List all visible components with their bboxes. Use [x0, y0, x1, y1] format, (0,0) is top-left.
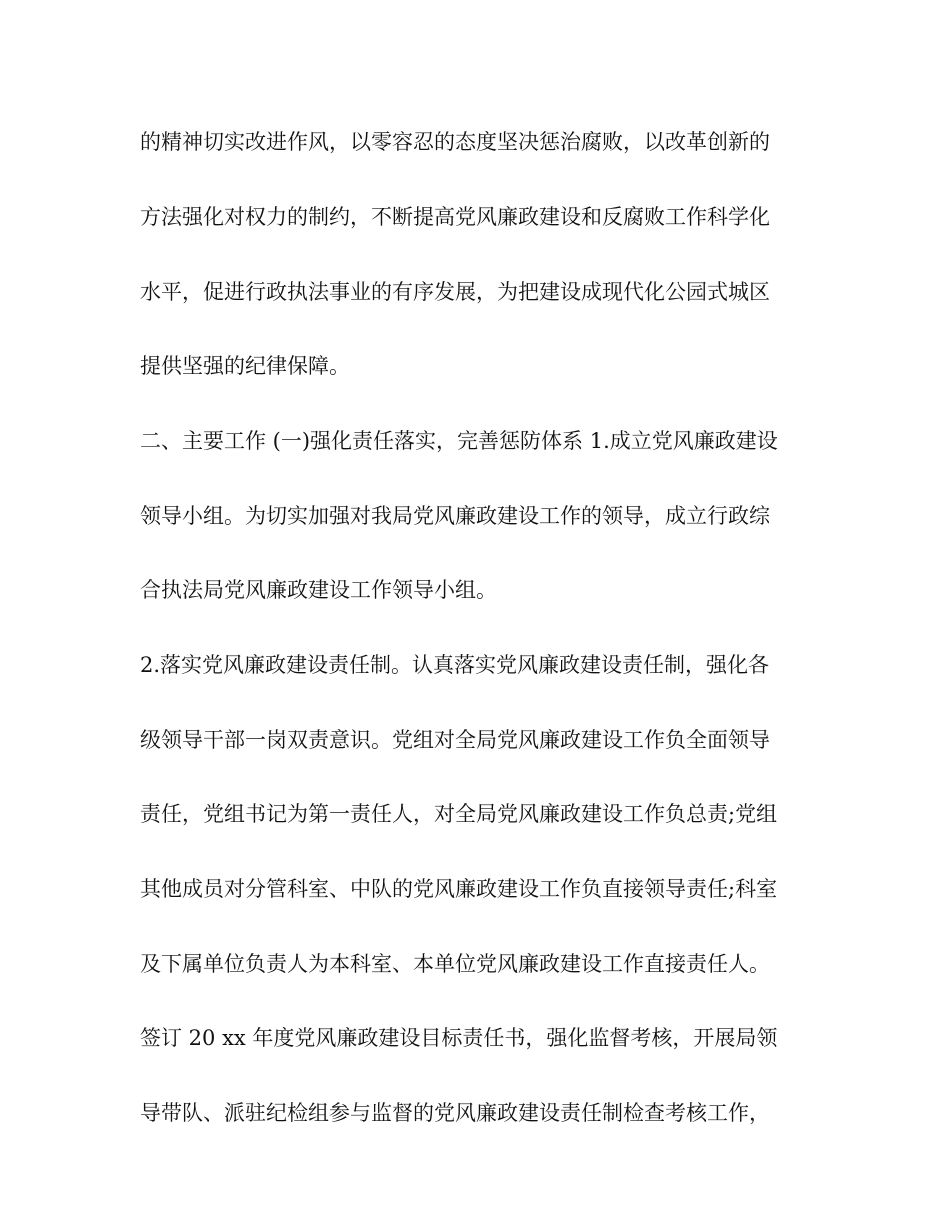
text-line: 二、主要工作 (一)强化责任落实，完善惩防体系 1.成立党风廉政建设: [140, 429, 778, 453]
text-line: 方法强化对权力的制约，不断提高党风廉政建设和反腐败工作科学化: [140, 205, 770, 229]
text-line: 级领导干部一岗双责意识。党组对全局党风廉政建设工作负全面领导: [140, 728, 770, 752]
text-line: 的精神切实改进作风，以零容忍的态度坚决惩治腐败，以改革创新的: [140, 130, 770, 154]
text-line: 其他成员对分管科室、中队的党风廉政建设工作负直接领导责任;科室: [140, 877, 778, 901]
text-line: 合执法局党风廉政建设工作领导小组。: [140, 578, 497, 602]
text-line: 责任，党组书记为第一责任人，对全局党风廉政建设工作负总责;党组: [140, 802, 778, 826]
text-line: 及下属单位负责人为本科室、本单位党风廉政建设工作直接责任人。: [140, 952, 770, 976]
text-line: 2.落实党风廉政建设责任制。认真落实党风廉政建设责任制，强化各: [140, 653, 770, 677]
text-line: 导带队、派驻纪检组参与监督的党风廉政建设责任制检查考核工作，: [140, 1101, 770, 1125]
text-line: 水平，促进行政执法事业的有序发展，为把建设成现代化公园式城区: [140, 280, 770, 304]
text-line: 提供坚强的纪律保障。: [140, 354, 350, 378]
text-line: 签订 20 xx 年度党风廉政建设目标责任书，强化监督考核，开展局领: [140, 1026, 778, 1050]
text-line: 领导小组。为切实加强对我局党风廉政建设工作的领导，成立行政综: [140, 504, 770, 528]
